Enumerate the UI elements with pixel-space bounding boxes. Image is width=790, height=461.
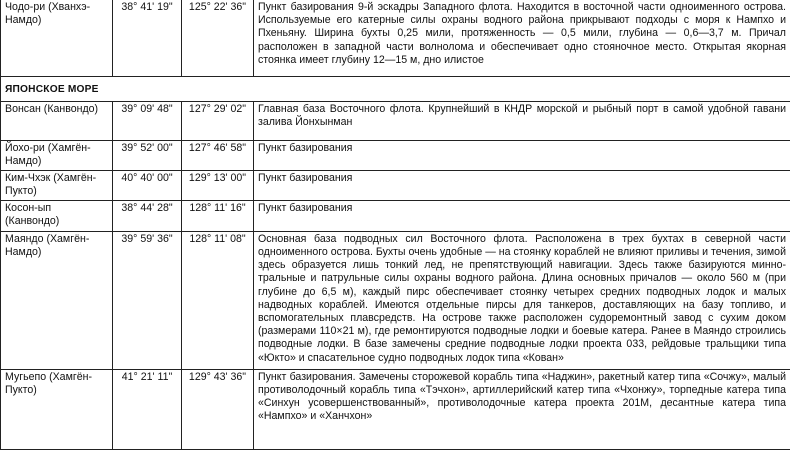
base-name-cell: Ким-Чхэк (Хамгён-Пукто) (1, 170, 113, 200)
latitude-cell: 39° 52' 00" (113, 140, 182, 170)
table-row (1, 369, 790, 449)
description-cell: Пункт базирования (254, 170, 790, 200)
latitude-cell: 39° 09' 48" (113, 101, 182, 140)
base-name-cell: Чодо-ри (Хванхэ-Намдо) (1, 0, 113, 76)
longitude-cell: 129° 43' 36" (182, 369, 254, 449)
description-cell: Пункт базирования (254, 140, 790, 170)
longitude-cell: 128° 11' 16" (182, 200, 254, 231)
longitude-cell: 127° 29' 02" (182, 101, 254, 140)
section-title: ЯПОНСКОЕ МОРЕ (1, 76, 790, 101)
base-name-cell: Маяндо (Хамгён-Намдо) (1, 231, 113, 369)
base-name-cell: Косон-ып (Канвондо) (1, 200, 113, 231)
table-row (1, 231, 790, 369)
latitude-cell: 41° 21' 11" (113, 369, 182, 449)
longitude-cell: 125° 22' 36" (182, 0, 254, 76)
base-name-cell: Йохо-ри (Хамгён-Намдо) (1, 140, 113, 170)
base-name-cell: Вонсан (Канвондо) (1, 101, 113, 140)
latitude-cell: 38° 44' 28" (113, 200, 182, 231)
latitude-cell: 38° 41' 19" (113, 0, 182, 76)
table-row (1, 140, 790, 170)
table-row (1, 170, 790, 200)
description-cell: Пункт базирования 9-й эскадры Западного флота. Находится в восточной части одноименного острова. Используемые его катерные силы охраны водного района прикрывают подходы с моря к Нампхо и Пхеньяну. Ширина бухты 0,25 мили, протяженность — 0,5 мили, глубина — 0,6—3,7 м. Причал расположен в западной части волнолома и обеспечивает одно стояночное место. Открытая якорная стоянка имеет глубину 12—15 м, дно илистое (254, 0, 790, 76)
table-row (1, 101, 790, 140)
longitude-cell: 127° 46' 58" (182, 140, 254, 170)
base-name-cell: Мугьепо (Хамгён-Пукто) (1, 369, 113, 449)
section-header-row (1, 76, 790, 101)
latitude-cell: 40° 40' 00" (113, 170, 182, 200)
description-cell: Главная база Восточного флота. Крупнейший в КНДР морской и рыбный порт в самой удобной гавани залива Йонхынман (254, 101, 790, 140)
description-cell: Пункт базирования. Замечены сторожевой корабль типа «Наджин», ракетный катер типа «Сочжу», малый противолодочный корабль типа «Тэчхон», артиллерийский катер типа «Чхонжу», торпедные катера типа «Синхун усовершенствованный», противолодочные катера проекта 201М, десантные катера типа «Нампхо» и «Ханчхон» (254, 369, 790, 449)
description-cell: Основная база подводных сил Восточного флота. Расположена в трех бухтах в северной части одноименного острова. Бухты очень удобные — на стоянку кораблей не влияют приливы и течения, зимой здесь образуется лишь тонкий лед, не препятствующий навигации. Здесь также базируются минно-тральные и патрульные силы охраны водного района. Длина основных причалов — около 560 м (при глубине до 6,5 м), каждый пирс обеспечивает стоянку четырех средних подводных лодок и малых надводных кораблей. Имеются отдельные пирсы для танкеров, доставляющих на базу топливо, и вспомогательных плавсредств. На острове также расположен судоремонтный завод с сухим доком (размерами 110×21 м), где ремонтируются подводные лодки и боевые катера. Ранее в Маяндо строились подводные лодки. В базе замечены средние подводные лодки проекта 033, рейдовые тральщики типа «Юкто» и спасательное судно подводных лодок типа «Кован» (254, 231, 790, 369)
longitude-cell: 128° 11' 08" (182, 231, 254, 369)
latitude-cell: 39° 59' 36" (113, 231, 182, 369)
longitude-cell: 129° 13' 00" (182, 170, 254, 200)
table-row (1, 0, 790, 76)
description-cell: Пункт базирования (254, 200, 790, 231)
table-row (1, 200, 790, 231)
